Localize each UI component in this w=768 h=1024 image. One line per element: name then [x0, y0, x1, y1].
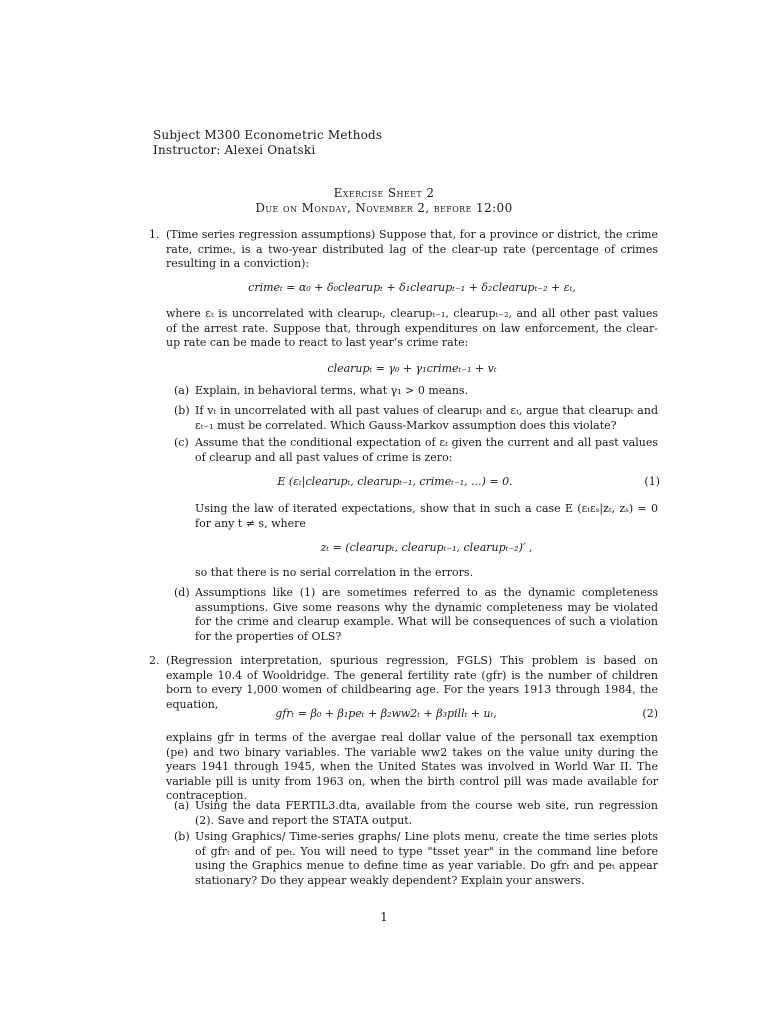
q1-number: 1. — [149, 228, 160, 241]
q2a-label: (a) — [174, 799, 190, 812]
q1c-iterated-expectations: Using the law of iterated expectations, show that in such a case E (εₜεₛ|zₜ, zₛ) = 0 for any t ≠ s, where — [195, 502, 658, 530]
q1d-text: Assumptions like (1) are sometimes referred to as the dynamic completeness assumptions. Give some reasons why the dynamic completeness may be violated for the crime and clearup example. What will be consequences of such a violation for the properties of OLS? — [195, 586, 658, 643]
q1-equation-clearup: clearupₜ = γ₀ + γ₁crimeₜ₋₁ + vₜ — [327, 362, 497, 375]
q1-equation-z: zₜ = (clearupₜ, clearupₜ₋₁, clearupₜ₋₂)′ , — [320, 541, 533, 554]
due-date: Due on Monday, November 2, before 12:00 — [255, 201, 513, 215]
subject-line: Subject M300 Econometric Methods — [153, 128, 383, 142]
q1c-text: Assume that the conditional expectation of εₜ given the current and all past values of clearup and all past values of crime is zero: — [195, 436, 658, 464]
page-number: 1 — [380, 910, 388, 924]
q1-intro: (Time series regression assumptions) Suppose that, for a province or district, the crime rate, crimeₜ, is a two-year distributed lag of the clear-up rate (percentage of crimes resulting in a conviction): — [166, 228, 658, 270]
q2-intro: (Regression interpretation, spurious regression, FGLS) This problem is based on example 10.4 of Wooldridge. The general fertility rate (gfr) is the number of children born to every 1,000 women of childbearing age. For the years 1913 through 1984, the equation, — [166, 654, 658, 711]
q2-middle-text: explains gfr in terms of the avergae real dollar value of the personall tax exemption (pe) and two binary variables. The variable ww2 takes on the value unity during the years 1941 through 1945, when the United States was involved in World War II. The variable pill is unity from 1963 on, when the birth control pill was made available for contraception. — [166, 731, 658, 802]
q1c-conclusion: so that there is no serial correlation in the errors. — [195, 566, 474, 579]
q1d-label: (d) — [174, 586, 190, 599]
q2-number: 2. — [149, 654, 160, 667]
sheet-title: Exercise Sheet 2 — [333, 186, 435, 200]
q1b-label: (b) — [174, 404, 190, 417]
instructor-line: Instructor: Alexei Onatski — [153, 143, 316, 157]
q1a-label: (a) — [174, 384, 190, 397]
equation-1-number: (1) — [644, 475, 660, 488]
q1-equation-crime: crimeₜ = α₀ + δ₀clearupₜ + δ₁clearupₜ₋₁ + δ₂clearupₜ₋₂ + εₜ, — [248, 281, 576, 294]
q2-equation-gfr: gfrₜ = β₀ + β₁peₜ + β₂ww2ₜ + β₃pillₜ + uₜ, — [275, 707, 497, 720]
q2a-text: Using the data FERTIL3.dta, available from the course web site, run regression (2). Save and report the STATA output. — [195, 799, 658, 827]
q1a-text: Explain, in behavioral terms, what γ₁ > 0 means. — [195, 384, 469, 397]
q1-equation-1: E (εₜ|clearupₜ, clearupₜ₋₁, crimeₜ₋₁, ...) = 0. — [277, 475, 513, 488]
q2b-label: (b) — [174, 830, 190, 843]
equation-2-number: (2) — [642, 707, 658, 720]
q2b-text: Using Graphics/ Time-series graphs/ Line plots menu, create the time series plots of gfrₜ and of peₜ. You will need to type "tsset year" in the command line before using the Graphics menue to define time as year variable. Do gfrₜ and peₜ appear stationary? Do they appear weakly dependent? Explain your answers. — [195, 830, 658, 887]
q1-middle-text: where εₜ is uncorrelated with clearupₜ, clearupₜ₋₁, clearupₜ₋₂, and all other past values of the arrest rate. Suppose that, through expenditures on law enforcement, the clear-up rate can be made to react to last year’s crime rate: — [166, 307, 658, 349]
q1b-text: If vₜ in uncorrelated with all past values of clearupₜ and εₜ, argue that clearupₜ and εₜ₋₁ must be correlated. Which Gauss-Markov assumption does this violate? — [195, 404, 658, 432]
q1c-label: (c) — [174, 436, 189, 449]
